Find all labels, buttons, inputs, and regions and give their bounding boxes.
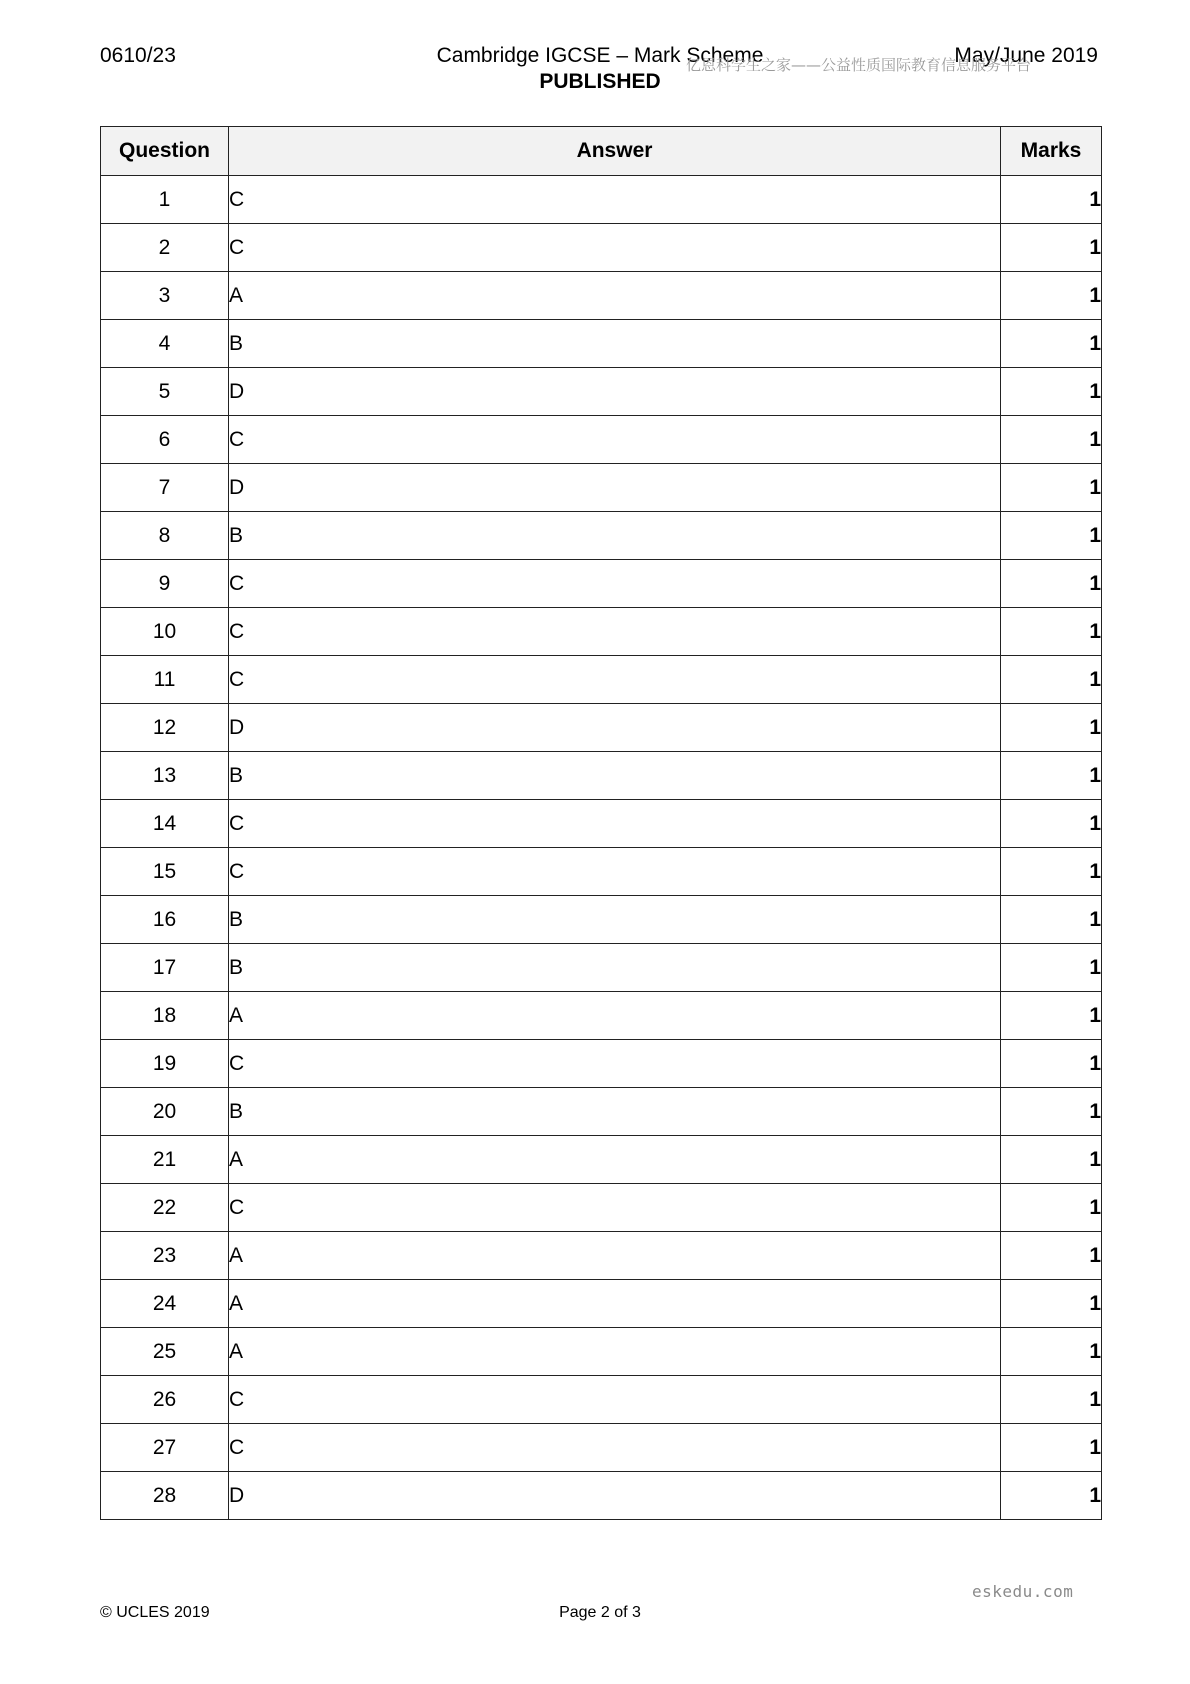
question-cell: 28 (101, 1472, 229, 1520)
table-row (101, 1136, 1102, 1184)
question-cell: 4 (101, 320, 229, 368)
question-cell: 2 (101, 224, 229, 272)
table-row (101, 800, 1102, 848)
answer-cell: C (229, 1376, 1001, 1424)
table-row (101, 608, 1102, 656)
syllabus-code: 0610/23 (100, 44, 176, 67)
marks-cell: 1 (1001, 416, 1102, 464)
table-row (101, 512, 1102, 560)
marks-cell: 1 (1001, 752, 1102, 800)
marks-cell: 1 (1001, 1040, 1102, 1088)
answer-cell: B (229, 320, 1001, 368)
table-row (101, 848, 1102, 896)
question-cell: 3 (101, 272, 229, 320)
marks-cell: 1 (1001, 992, 1102, 1040)
answer-cell: C (229, 176, 1001, 224)
answer-cell: C (229, 848, 1001, 896)
marks-cell: 1 (1001, 272, 1102, 320)
table-row (101, 224, 1102, 272)
marks-cell: 1 (1001, 1424, 1102, 1472)
marks-cell: 1 (1001, 1232, 1102, 1280)
question-cell: 6 (101, 416, 229, 464)
watermark-text-bottom: eskedu.com (972, 1582, 1074, 1601)
answer-cell: A (229, 272, 1001, 320)
watermark-text-top: 亿恩科学生之家——公益性质国际教育信息服务平台 (686, 56, 1032, 74)
question-cell: 21 (101, 1136, 229, 1184)
table-row (101, 464, 1102, 512)
answer-cell: C (229, 1184, 1001, 1232)
marks-cell: 1 (1001, 944, 1102, 992)
marks-cell: 1 (1001, 1184, 1102, 1232)
answer-cell: A (229, 1136, 1001, 1184)
question-cell: 26 (101, 1376, 229, 1424)
answer-cell: C (229, 1040, 1001, 1088)
marks-cell: 1 (1001, 1328, 1102, 1376)
marks-cell: 1 (1001, 704, 1102, 752)
question-cell: 8 (101, 512, 229, 560)
question-cell: 5 (101, 368, 229, 416)
published-label: PUBLISHED (539, 70, 661, 93)
marks-cell: 1 (1001, 512, 1102, 560)
answer-cell: C (229, 416, 1001, 464)
marks-cell: 1 (1001, 176, 1102, 224)
answer-cell: A (229, 1280, 1001, 1328)
page-number: Page 2 of 3 (559, 1604, 641, 1621)
question-cell: 10 (101, 608, 229, 656)
table-row (101, 992, 1102, 1040)
answer-cell: C (229, 608, 1001, 656)
question-cell: 17 (101, 944, 229, 992)
table-row (101, 1280, 1102, 1328)
question-cell: 15 (101, 848, 229, 896)
question-cell: 12 (101, 704, 229, 752)
question-cell: 18 (101, 992, 229, 1040)
exam-session: May/June 2019 (954, 44, 1098, 67)
question-cell: 20 (101, 1088, 229, 1136)
table-header-row (101, 127, 1102, 176)
question-cell: 13 (101, 752, 229, 800)
answer-cell: D (229, 368, 1001, 416)
question-cell: 19 (101, 1040, 229, 1088)
question-cell: 11 (101, 656, 229, 704)
question-cell: 23 (101, 1232, 229, 1280)
marks-cell: 1 (1001, 1088, 1102, 1136)
table-row (101, 1424, 1102, 1472)
answer-cell: C (229, 800, 1001, 848)
table-row (101, 1328, 1102, 1376)
marks-cell: 1 (1001, 368, 1102, 416)
table-row (101, 176, 1102, 224)
mark-scheme-table (100, 126, 1102, 1520)
answer-cell: C (229, 656, 1001, 704)
header-marks: Marks (1001, 127, 1102, 176)
table-row (101, 656, 1102, 704)
answer-cell: D (229, 464, 1001, 512)
table-row (101, 1184, 1102, 1232)
header-answer: Answer (229, 127, 1001, 176)
table-row (101, 944, 1102, 992)
answer-cell: B (229, 1088, 1001, 1136)
answer-cell: D (229, 704, 1001, 752)
marks-cell: 1 (1001, 800, 1102, 848)
marks-cell: 1 (1001, 1376, 1102, 1424)
question-cell: 9 (101, 560, 229, 608)
table-row (101, 896, 1102, 944)
table-row (101, 272, 1102, 320)
table-row (101, 1040, 1102, 1088)
table-row (101, 320, 1102, 368)
table-body (101, 176, 1102, 1520)
answer-cell: A (229, 1328, 1001, 1376)
header-question: Question (101, 127, 229, 176)
answer-cell: C (229, 224, 1001, 272)
marks-cell: 1 (1001, 464, 1102, 512)
answer-cell: A (229, 992, 1001, 1040)
marks-cell: 1 (1001, 896, 1102, 944)
answer-cell: B (229, 752, 1001, 800)
answer-cell: A (229, 1232, 1001, 1280)
question-cell: 14 (101, 800, 229, 848)
table-row (101, 1472, 1102, 1520)
question-cell: 24 (101, 1280, 229, 1328)
document-title: Cambridge IGCSE – Mark Scheme (436, 44, 764, 67)
marks-cell: 1 (1001, 1472, 1102, 1520)
table-row (101, 704, 1102, 752)
question-cell: 16 (101, 896, 229, 944)
table-row (101, 1232, 1102, 1280)
answer-cell: B (229, 512, 1001, 560)
marks-cell: 1 (1001, 224, 1102, 272)
question-cell: 27 (101, 1424, 229, 1472)
question-cell: 1 (101, 176, 229, 224)
marks-cell: 1 (1001, 1136, 1102, 1184)
question-cell: 25 (101, 1328, 229, 1376)
marks-cell: 1 (1001, 656, 1102, 704)
answer-cell: B (229, 944, 1001, 992)
table-row (101, 416, 1102, 464)
answer-cell: D (229, 1472, 1001, 1520)
question-cell: 22 (101, 1184, 229, 1232)
table-row (101, 752, 1102, 800)
table-row (101, 1376, 1102, 1424)
question-cell: 7 (101, 464, 229, 512)
marks-cell: 1 (1001, 848, 1102, 896)
table-row (101, 368, 1102, 416)
marks-cell: 1 (1001, 1280, 1102, 1328)
answer-cell: B (229, 896, 1001, 944)
marks-cell: 1 (1001, 560, 1102, 608)
table-row (101, 1088, 1102, 1136)
copyright-notice: © UCLES 2019 (100, 1604, 210, 1621)
answer-cell: C (229, 1424, 1001, 1472)
marks-cell: 1 (1001, 608, 1102, 656)
table-row (101, 560, 1102, 608)
marks-cell: 1 (1001, 320, 1102, 368)
answer-cell: C (229, 560, 1001, 608)
